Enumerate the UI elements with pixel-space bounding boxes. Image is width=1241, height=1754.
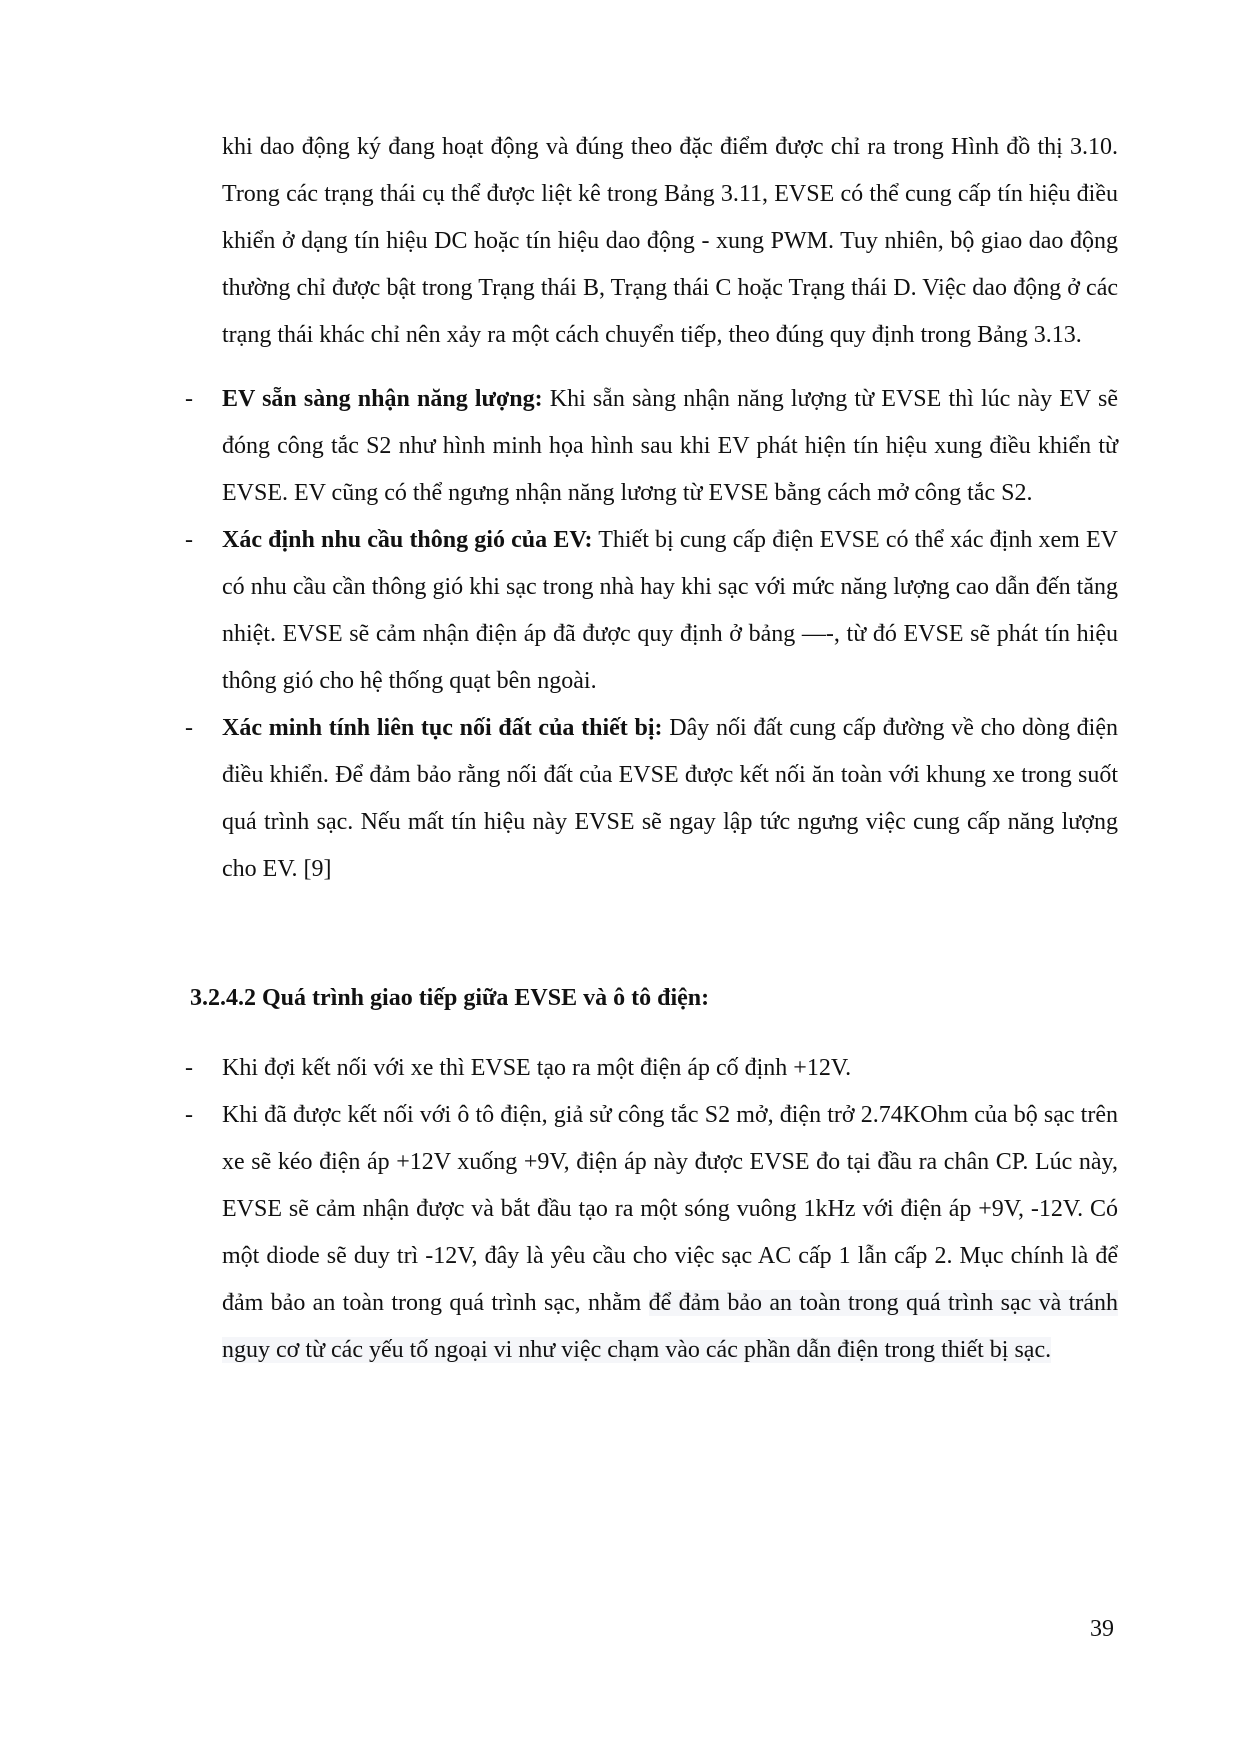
bullet-waiting-connection (185, 1045, 1118, 1092)
bullet-text: Dây nối đất cung cấp đường về cho dòng điện điều khiển. Để đảm bảo rằng nối đất của EVSE được kết nối ăn toàn với khung xe trong suốt quá trình sạc. Nếu mất tín hiệu này EVSE sẽ ngay lập tức ngưng việc cung cấp năng lượng cho EV. [9] (222, 715, 1118, 882)
bullet-text: Khi đợi kết nối với xe thì EVSE tạo ra một điện áp cố định +12V. (222, 1055, 852, 1081)
bullet-ground-continuity (185, 705, 1118, 893)
bullet-text: Khi đã được kết nối với ô tô điện, giả sử công tắc S2 mở, điện trở 2.74KOhm của bộ sạc trên xe sẽ kéo điện áp +12V xuống +9V, điện áp này được EVSE đo tại đầu ra chân CP. Lúc này, EVSE sẽ cảm nhận được và bắt đầu tạo ra một sóng vuông 1kHz với điện áp +9V, -12V. Có một diode sẽ duy trì -12V, đây là yêu cầu cho việc sạc AC cấp 1 lẫn cấp 2. Mục chính là để đảm bảo an toàn trong quá trình sạc, nhằm (222, 1102, 1118, 1316)
bullet-connected (185, 1092, 1118, 1374)
intro-block (222, 124, 1118, 359)
bullet-dash: - (185, 1102, 193, 1128)
bullet-list-communication (185, 1045, 1118, 1374)
bullet-dash: - (185, 1055, 193, 1081)
bullet-lead: Xác minh tính liên tục nối đất của thiết bị: (222, 715, 663, 741)
page-number: 39 (1090, 1616, 1114, 1642)
section-heading: 3.2.4.2 Quá trình giao tiếp giữa EVSE và ô tô điện: (190, 985, 710, 1011)
bullet-lead: EV sẵn sàng nhận năng lượng: (222, 386, 543, 412)
bullet-ventilation (185, 517, 1118, 705)
bullet-lead: Xác định nhu cầu thông gió của EV: (222, 527, 593, 553)
bullet-dash: - (185, 715, 193, 741)
bullet-list-features (185, 376, 1118, 893)
bullet-dash: - (185, 386, 193, 412)
bullet-dash: - (185, 527, 193, 553)
bullet-ev-ready (185, 376, 1118, 517)
bullet-text: Thiết bị cung cấp điện EVSE có thể xác định xem EV có nhu cầu cần thông gió khi sạc trong nhà hay khi sạc với mức năng lượng cao dẫn đến tăng nhiệt. EVSE sẽ cảm nhận điện áp đã được quy định ở bảng —-, từ đó EVSE sẽ phát tín hiệu thông gió cho hệ thống quạt bên ngoài. (222, 527, 1118, 694)
bullet-text: Khi sẵn sàng nhận năng lượng từ EVSE thì lúc này EV sẽ đóng công tắc S2 như hình minh họa hình sau khi EV phát hiện tín hiệu xung điều khiển từ EVSE. EV cũng có thể ngưng nhận năng lương từ EVSE bằng cách mở công tắc S2. (222, 386, 1118, 506)
intro-paragraph: khi dao động ký đang hoạt động và đúng theo đặc điểm được chỉ ra trong Hình đồ thị 3.10. Trong các trạng thái cụ thể được liệt kê trong Bảng 3.11, EVSE có thể cung cấp tín hiệu điều khiển ở dạng tín hiệu DC hoặc tín hiệu dao động - xung PWM. Tuy nhiên, bộ giao dao động thường chỉ được bật trong Trạng thái B, Trạng thái C hoặc Trạng thái D. Việc dao động ở các trạng thái khác chỉ nên xảy ra một cách chuyển tiếp, theo đúng quy định trong Bảng 3.13. (222, 134, 1118, 348)
highlighted-text: để đảm bảo an toàn trong quá trình sạc và tránh nguy cơ từ các yếu tố ngoại vi như việc chạm vào các phần dẫn điện trong thiết bị sạc. (222, 1290, 1118, 1363)
